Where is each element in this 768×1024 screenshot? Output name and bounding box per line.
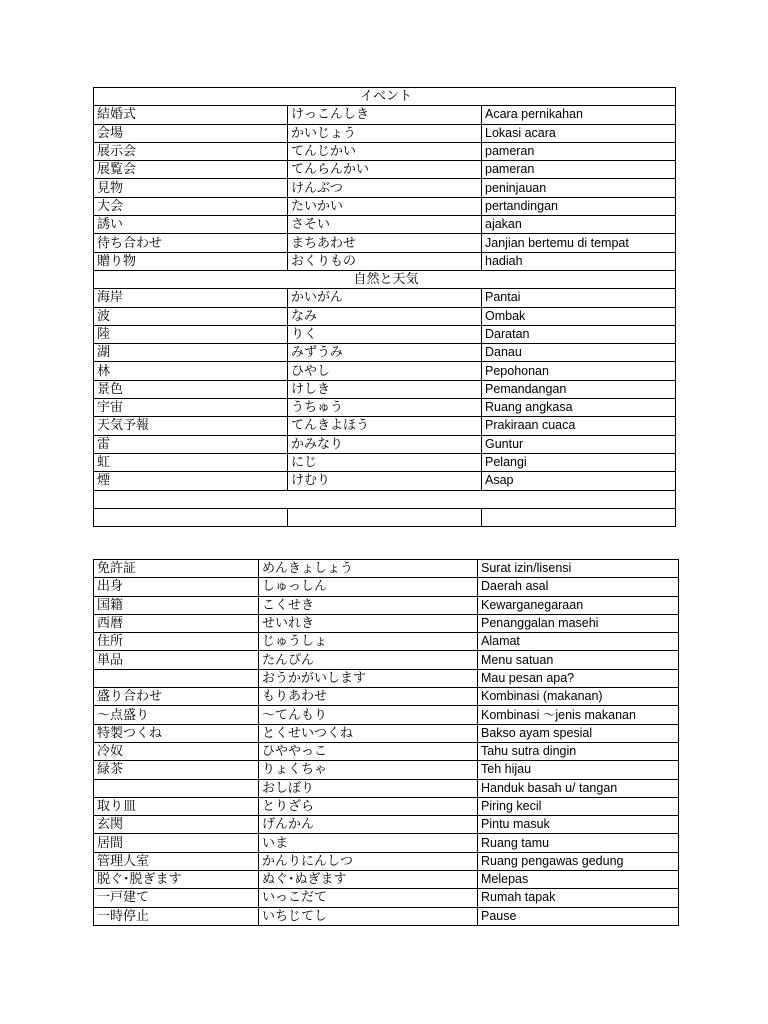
reading-cell: かみなり (288, 435, 482, 453)
reading-cell: いちじてし (259, 907, 478, 925)
empty-cell (288, 508, 482, 526)
kanji-cell (94, 669, 259, 687)
table-row (94, 399, 676, 417)
meaning-cell: Pelangi (482, 453, 676, 471)
kanji-cell: 宇宙 (94, 399, 288, 417)
meaning-cell: Tahu sutra dingin (478, 742, 679, 760)
kanji-cell: 波 (94, 307, 288, 325)
kanji-cell: 雷 (94, 435, 288, 453)
meaning-cell: Acara pernikahan (482, 106, 676, 124)
meaning-cell: peninjauan (482, 179, 676, 197)
meaning-cell: Kombinasi (makanan) (478, 688, 679, 706)
kanji-cell: 景色 (94, 380, 288, 398)
meaning-cell: Surat izin/lisensi (478, 560, 679, 578)
kanji-cell: 玄関 (94, 816, 259, 834)
meaning-cell: ajakan (482, 216, 676, 234)
kanji-cell: 見物 (94, 179, 288, 197)
kanji-cell: 結婚式 (94, 106, 288, 124)
reading-cell: とくせいつくね (259, 724, 478, 742)
reading-cell: ひやし (288, 362, 482, 380)
reading-cell: かいがん (288, 289, 482, 307)
meaning-cell: Bakso ayam spesial (478, 724, 679, 742)
kanji-cell: 贈り物 (94, 252, 288, 270)
reading-cell: けっこんしき (288, 106, 482, 124)
reading-cell: りく (288, 325, 482, 343)
kanji-cell: 林 (94, 362, 288, 380)
table-row (94, 742, 679, 760)
table-row (94, 688, 679, 706)
meaning-cell: Mau pesan apa? (478, 669, 679, 687)
table-row (94, 453, 676, 471)
section-title: イベント (94, 88, 676, 106)
reading-cell: せいれき (259, 614, 478, 632)
meaning-cell: Danau (482, 344, 676, 362)
reading-cell: ～てんもり (259, 706, 478, 724)
kanji-cell: 単品 (94, 651, 259, 669)
table-row (94, 344, 676, 362)
meaning-cell: Pause (478, 907, 679, 925)
table-row (94, 706, 679, 724)
reading-cell: じゅうしょ (259, 633, 478, 651)
table-row (94, 669, 679, 687)
table-row (94, 834, 679, 852)
reading-cell: なみ (288, 307, 482, 325)
table-row (94, 797, 679, 815)
reading-cell: げんかん (259, 816, 478, 834)
section-header-row (94, 88, 676, 106)
kanji-cell: ～点盛り (94, 706, 259, 724)
kanji-cell: 西暦 (94, 614, 259, 632)
meaning-cell: Ruang angkasa (482, 399, 676, 417)
table-row (94, 614, 679, 632)
table-row (94, 124, 676, 142)
meaning-cell: Ruang pengawas gedung (478, 852, 679, 870)
kanji-cell: 展覧会 (94, 161, 288, 179)
kanji-cell: 煙 (94, 472, 288, 490)
meaning-cell: Pemandangan (482, 380, 676, 398)
kanji-cell: 出身 (94, 578, 259, 596)
kanji-cell: 誘い (94, 216, 288, 234)
table-row (94, 161, 676, 179)
reading-cell: いっこだて (259, 889, 478, 907)
table-row (94, 472, 676, 490)
table-row (94, 216, 676, 234)
meaning-cell: Handuk basah u/ tangan (478, 779, 679, 797)
table-row (94, 724, 679, 742)
meaning-cell: Teh hijau (478, 761, 679, 779)
table-row (94, 289, 676, 307)
meaning-cell: Piring kecil (478, 797, 679, 815)
table-row (94, 560, 679, 578)
kanji-cell: 管理人室 (94, 852, 259, 870)
meaning-cell: Pintu masuk (478, 816, 679, 834)
meaning-cell: Guntur (482, 435, 676, 453)
reading-cell: たいかい (288, 197, 482, 215)
table-row (94, 907, 679, 925)
table-row (94, 871, 679, 889)
meaning-cell: Penanggalan masehi (478, 614, 679, 632)
meaning-cell: Prakiraan cuaca (482, 417, 676, 435)
kanji-cell: 湖 (94, 344, 288, 362)
meaning-cell: Pantai (482, 289, 676, 307)
kanji-cell: 国籍 (94, 596, 259, 614)
reading-cell: しゅっしん (259, 578, 478, 596)
section-title: 自然と天気 (94, 270, 676, 288)
kanji-cell: 住所 (94, 633, 259, 651)
reading-cell: めんきょしょう (259, 560, 478, 578)
reading-cell: いま (259, 834, 478, 852)
table-row (94, 596, 679, 614)
meaning-cell: pertandingan (482, 197, 676, 215)
kanji-cell: 待ち合わせ (94, 234, 288, 252)
reading-cell: もりあわせ (259, 688, 478, 706)
reading-cell: けしき (288, 380, 482, 398)
meaning-cell: Menu satuan (478, 651, 679, 669)
reading-cell: こくせき (259, 596, 478, 614)
kanji-cell: 免許証 (94, 560, 259, 578)
kanji-cell: 大会 (94, 197, 288, 215)
reading-cell: かいじょう (288, 124, 482, 142)
reading-cell: てんきよほう (288, 417, 482, 435)
empty-cell (94, 490, 676, 508)
reading-cell: かんりにんしつ (259, 852, 478, 870)
meaning-cell: Janjian bertemu di tempat (482, 234, 676, 252)
meaning-cell: Melepas (478, 871, 679, 889)
table-row (94, 779, 679, 797)
table-row (94, 325, 676, 343)
reading-cell: うちゅう (288, 399, 482, 417)
reading-cell: さそい (288, 216, 482, 234)
vocabulary-table-body (94, 88, 676, 527)
meaning-cell: Ruang tamu (478, 834, 679, 852)
table-row (94, 234, 676, 252)
table-row (94, 852, 679, 870)
reading-cell: りょくちゃ (259, 761, 478, 779)
empty-cell (482, 508, 676, 526)
table-row (94, 633, 679, 651)
reading-cell: ぬぐ･ぬぎます (259, 871, 478, 889)
kanji-cell: 一時停止 (94, 907, 259, 925)
table-row (94, 435, 676, 453)
vocabulary-table-body (94, 560, 679, 926)
table-row (94, 307, 676, 325)
meaning-cell: Kewarganegaraan (478, 596, 679, 614)
table-row (94, 417, 676, 435)
reading-cell: にじ (288, 453, 482, 471)
kanji-cell: 緑茶 (94, 761, 259, 779)
meaning-cell: Kombinasi ～jenis makanan (478, 706, 679, 724)
meaning-cell: hadiah (482, 252, 676, 270)
reading-cell: けむり (288, 472, 482, 490)
reading-cell: おしぼり (259, 779, 478, 797)
meaning-cell: Daratan (482, 325, 676, 343)
kanji-cell (94, 779, 259, 797)
table-row (94, 380, 676, 398)
meaning-cell: Daerah asal (478, 578, 679, 596)
reading-cell: てんじかい (288, 142, 482, 160)
kanji-cell: 展示会 (94, 142, 288, 160)
table-row (94, 106, 676, 124)
empty-row (94, 490, 676, 508)
reading-cell: おうかがいします (259, 669, 478, 687)
table-row (94, 179, 676, 197)
meaning-cell: pameran (482, 142, 676, 160)
meaning-cell: pameran (482, 161, 676, 179)
kanji-cell: 会場 (94, 124, 288, 142)
reading-cell: けんぶつ (288, 179, 482, 197)
kanji-cell: 脱ぐ･脱ぎます (94, 871, 259, 889)
table-row (94, 362, 676, 380)
table-row (94, 578, 679, 596)
section-header-row (94, 270, 676, 288)
meaning-cell: Asap (482, 472, 676, 490)
kanji-cell: 取り皿 (94, 797, 259, 815)
kanji-cell: 特製つくね (94, 724, 259, 742)
table-row (94, 761, 679, 779)
empty-cell (94, 508, 288, 526)
meaning-cell: Alamat (478, 633, 679, 651)
meaning-cell: Pepohonan (482, 362, 676, 380)
kanji-cell: 盛り合わせ (94, 688, 259, 706)
kanji-cell: 海岸 (94, 289, 288, 307)
reading-cell: てんらんかい (288, 161, 482, 179)
reading-cell: まちあわせ (288, 234, 482, 252)
vocabulary-table-events-nature (93, 87, 676, 527)
reading-cell: とりざら (259, 797, 478, 815)
table-row (94, 197, 676, 215)
kanji-cell: 一戸建て (94, 889, 259, 907)
meaning-cell: Lokasi acara (482, 124, 676, 142)
kanji-cell: 冷奴 (94, 742, 259, 760)
table-row (94, 651, 679, 669)
reading-cell: たんぴん (259, 651, 478, 669)
kanji-cell: 陸 (94, 325, 288, 343)
kanji-cell: 居間 (94, 834, 259, 852)
kanji-cell: 虹 (94, 453, 288, 471)
empty-row (94, 508, 676, 526)
meaning-cell: Ombak (482, 307, 676, 325)
kanji-cell: 天気予報 (94, 417, 288, 435)
table-row (94, 252, 676, 270)
reading-cell: おくりもの (288, 252, 482, 270)
table-row (94, 142, 676, 160)
reading-cell: みずうみ (288, 344, 482, 362)
meaning-cell: Rumah tapak (478, 889, 679, 907)
table-row (94, 816, 679, 834)
vocabulary-table-daily-life (93, 559, 679, 926)
reading-cell: ひややっこ (259, 742, 478, 760)
table-row (94, 889, 679, 907)
